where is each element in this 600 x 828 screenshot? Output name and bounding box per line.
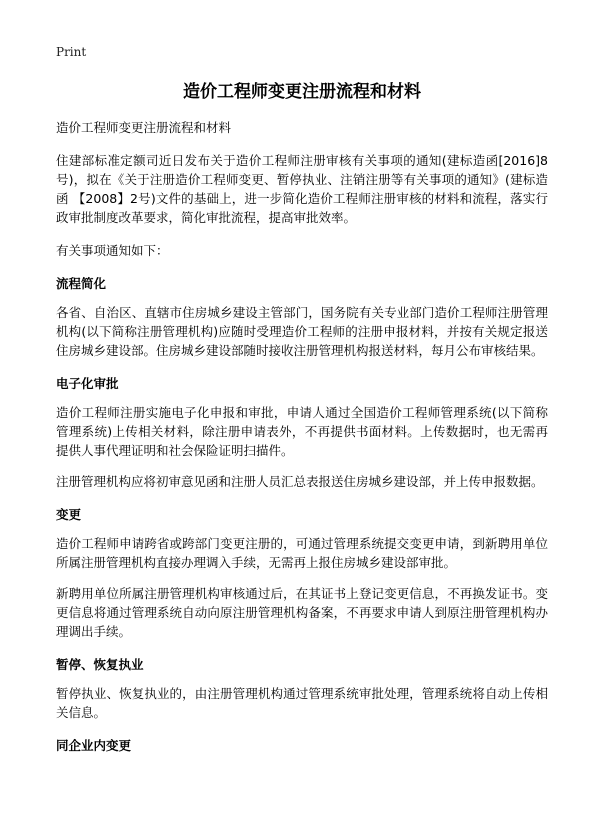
section-paragraph: 暂停执业、恢复执业的，由注册管理机构通过管理系统审批处理，管理系统将自动上传相关信息。 xyxy=(56,686,548,720)
page-title: 造价工程师变更注册流程和材料 xyxy=(183,82,421,102)
section-paragraph: 新聘用单位所属注册管理机构审核通过后，在其证书上登记变更信息，不再换发证书。变更信息将通过管理系统自动向原注册管理机构备案，不再要求申请人到原注册管理机构办理调出手续。 xyxy=(56,586,548,639)
notice-paragraph: 有关事项通知如下： xyxy=(56,243,169,258)
section-paragraph: 造价工程师注册实施电子化申报和审批，申请人通过全国造价工程师管理系统(以下简称管理系统)上传相关材料，除注册申请表外，不再提供书面材料。上传数据时，也无需再提供人事代理证明和社会保险证明扫描件。 xyxy=(56,405,548,458)
section-paragraph: 造价工程师申请跨省或跨部门变更注册的，可通过管理系统提交变更申请，到新聘用单位所属注册管理机构直接办理调入手续，无需再上报住房城乡建设部审批。 xyxy=(56,536,548,570)
section-heading-same-company: 同企业内变更 xyxy=(56,738,132,753)
print-link[interactable]: Print xyxy=(56,45,87,59)
section-paragraph: 各省、自治区、直辖市住房城乡建设主管部门，国务院有关专业部门造价工程师注册管理机构(以下简称注册管理机构)应随时受理造价工程师的注册申报材料，并按有关规定报送住房城乡建设部。住房城乡建设部随时接收注册管理机构报送材料，每月公布审核结果。 xyxy=(56,305,548,358)
section-paragraph: 注册管理机构应将初审意见函和注册人员汇总表报送住房城乡建设部，并上传申报数据。 xyxy=(56,474,544,489)
section-heading-suspend: 暂停、恢复执业 xyxy=(56,657,144,672)
article xyxy=(56,80,548,755)
section-heading-simplify: 流程简化 xyxy=(56,276,107,291)
article-subtitle: 造价工程师变更注册流程和材料 xyxy=(56,120,232,135)
section-heading-electronic: 电子化审批 xyxy=(56,376,119,391)
section-heading-change: 变更 xyxy=(56,507,82,522)
intro-paragraph: 住建部标准定额司近日发布关于造价工程师注册审核有关事项的通知(建标造函[2016]8号)，拟在《关于注册造价工程师变更、暂停执业、注销注册等有关事项的通知》(建标造函 【2008】2号)文件的基础上，进一步简化造价工程师注册审核的材料和流程，落实行政审批制度改革要求，简化审批流程，提高审批效率。 xyxy=(56,153,548,225)
